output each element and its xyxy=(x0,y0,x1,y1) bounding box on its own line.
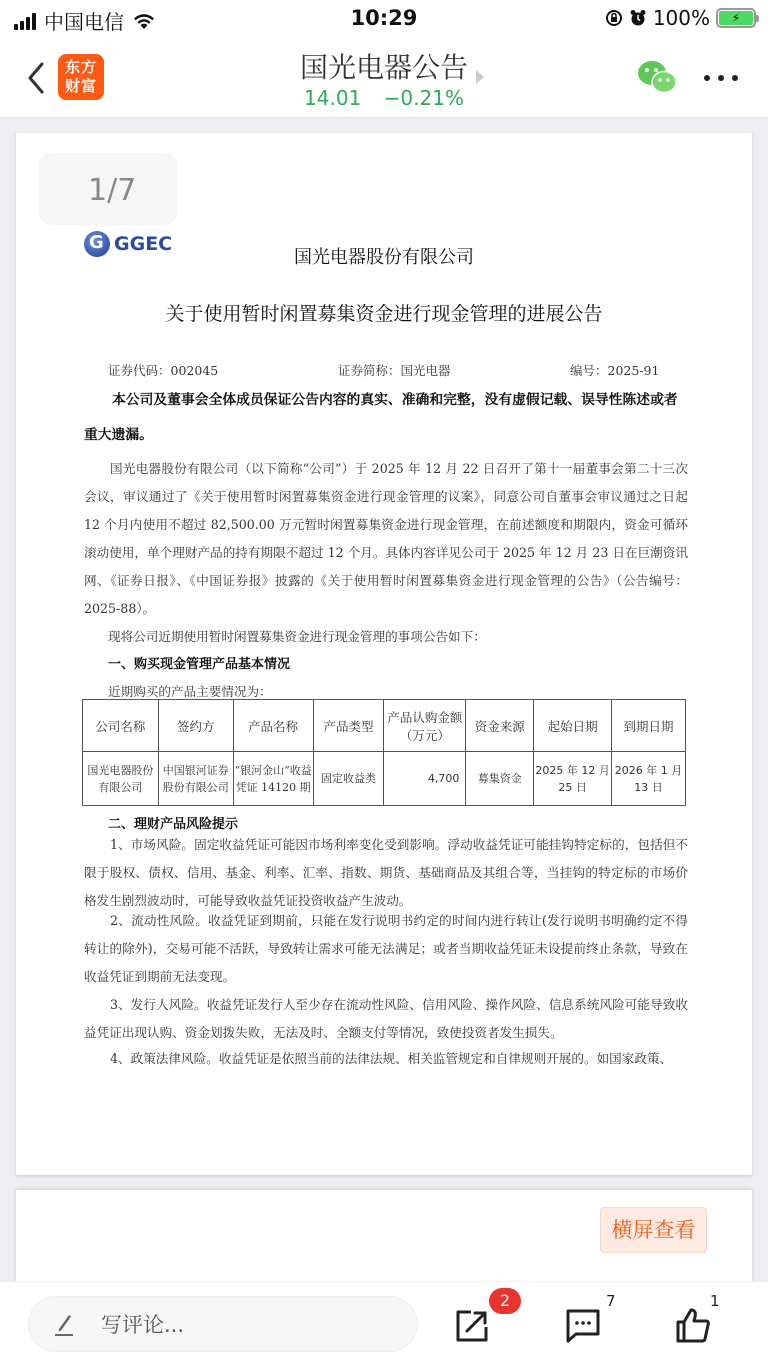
cell-start-date: 2025 年 12 月 25 日 xyxy=(534,752,612,806)
more-menu-icon[interactable] xyxy=(704,68,738,88)
th-counterparty: 签约方 xyxy=(158,700,233,752)
page-indicator: 1/7 xyxy=(38,153,178,225)
comment-icon[interactable] xyxy=(564,1306,602,1344)
page-title[interactable]: 国光电器公告 xyxy=(299,51,468,84)
logo-line-2: 财富 xyxy=(64,77,97,95)
section-2-heading: 二、理财产品风险提示 xyxy=(108,817,239,832)
wechat-share-icon[interactable] xyxy=(636,58,678,96)
carrier: 中国电信 xyxy=(44,10,124,34)
risk-item: 4、政策法律风险。收益凭证是依照当前的法律法规、相关监管规定和自律规则开展的。如国家政策、 xyxy=(110,1051,673,1066)
clock: 10:29 xyxy=(350,6,418,30)
cell-amount: 4,700 xyxy=(384,752,466,806)
document-title: 关于使用暂时闲置募集资金进行现金管理的进展公告 xyxy=(165,303,603,325)
cell-counterparty: 中国银河证券股份有限公司 xyxy=(158,752,233,806)
cell-fund-source: 募集资金 xyxy=(466,752,534,806)
battery-percent: 100% xyxy=(652,6,710,30)
comment-count: 7 xyxy=(606,1292,616,1310)
stock-change: −0.21% xyxy=(383,86,464,110)
status-bar xyxy=(0,0,768,40)
section-1-heading: 一、购买现金管理产品基本情况 xyxy=(108,657,291,672)
nav-bar xyxy=(0,40,768,118)
intro-paragraph: 国光电器股份有限公司（以下简称“公司”）于 2025 年 12 月 22 日召开了第十一届董事会第二十三次会议，审议通过了《关于使用暂时闲置募集资金进行现金管理的议案》，同意公司自董事会审议通过之日起 12 个月内使用不超过 82,500.00 万元暂时闲置募集资金进行现金管理，在前述额度和期限内，资金可循环滚动使用，单个理财产品的持有期限不超过 12 个月。具体内容详见公司于 2025 年 12 月 23 日在巨潮资讯网、《证券日报》、《中国证券报》披露的《关于使用暂时闲置募集资金进行现金管理的公告》（公告编号：2025-88）。 xyxy=(84,461,688,616)
share-badge: 2 xyxy=(489,1288,521,1314)
security-code: 证券代码：002045 xyxy=(108,363,219,378)
share-icon[interactable] xyxy=(453,1306,491,1344)
th-company: 公司名称 xyxy=(83,700,159,752)
ggec-logo-text: GGEC xyxy=(114,233,173,255)
risk-item: 3、发行人风险。收益凭证发行人至少存在流动性风险、信用风险、操作风险、信息系统风险可能导致收益凭证出现认购、资金划拨失败，无法及时、全额支付等情况，致使投资者发生损失。 xyxy=(84,997,688,1040)
cell-product-type: 固定收益类 xyxy=(313,752,384,806)
landscape-view-button[interactable]: 横屏查看 xyxy=(600,1207,707,1253)
security-abbr: 证券简称：国光电器 xyxy=(338,363,451,378)
th-product-name: 产品名称 xyxy=(233,700,313,752)
document-page xyxy=(16,133,752,1175)
risk-item: 2、流动性风险。收益凭证到期前，只能在发行说明书约定的时间内进行转让(发行说明书明确约定不得转让的除外)，交易可能不活跃，导致转让需求可能无法满足；或者当期收益凭证未设提前终止条款，导致在收益凭证到期前无法变现。 xyxy=(84,913,688,984)
battery-charging-icon: ⚡ xyxy=(716,8,756,28)
th-start-date: 起始日期 xyxy=(534,700,612,752)
comment-placeholder: 写评论... xyxy=(101,1313,185,1337)
bottom-action-bar xyxy=(0,1281,768,1366)
like-count: 1 xyxy=(710,1292,720,1310)
th-fund-source: 资金来源 xyxy=(466,700,534,752)
risk-item: 1、市场风险。固定收益凭证可能因市场利率变化受到影响。浮动收益凭证可能挂钩特定标的，包括但不限于股权、债权、信用、基金、利率、汇率、指数、期货、基础商品及其组合等，当挂钩的特定标的市场价格发生剧烈波动时，可能导致收益凭证投资收益产生波动。 xyxy=(84,837,688,908)
cell-product-name: “银河金山”收益凭证 14120 期 xyxy=(233,752,313,806)
declaration: 本公司及董事会全体成员保证公告内容的真实、准确和完整，没有虚假记载、误导性陈述或者重大遗漏。 xyxy=(84,392,678,443)
document-company: 国光电器股份有限公司 xyxy=(294,247,474,268)
pencil-icon xyxy=(53,1311,77,1337)
table-header-row xyxy=(83,700,686,752)
section-1-subtitle: 近期购买的产品主要情况为： xyxy=(108,684,272,699)
cell-end-date: 2026 年 1 月 13 日 xyxy=(612,752,686,806)
th-end-date: 到期日期 xyxy=(612,700,686,752)
th-amount: 产品认购金额（万元） xyxy=(384,700,466,752)
like-thumbs-up-icon[interactable] xyxy=(674,1306,712,1344)
alarm-icon xyxy=(629,9,647,27)
table-row xyxy=(83,752,686,806)
stock-price: 14.01 xyxy=(304,86,362,110)
announcement-number: 编号：2025-91 xyxy=(570,363,660,378)
comment-input[interactable] xyxy=(28,1296,418,1352)
logo-line-1: 东方 xyxy=(64,58,97,76)
announce-line: 现将公司近期使用暂时闲置募集资金进行现金管理的事项公告如下： xyxy=(108,629,486,644)
cell-company: 国光电器股份有限公司 xyxy=(83,752,159,806)
caret-right-icon xyxy=(476,70,484,84)
rotation-lock-icon xyxy=(605,9,623,27)
product-table xyxy=(82,699,686,806)
th-product-type: 产品类型 xyxy=(313,700,384,752)
